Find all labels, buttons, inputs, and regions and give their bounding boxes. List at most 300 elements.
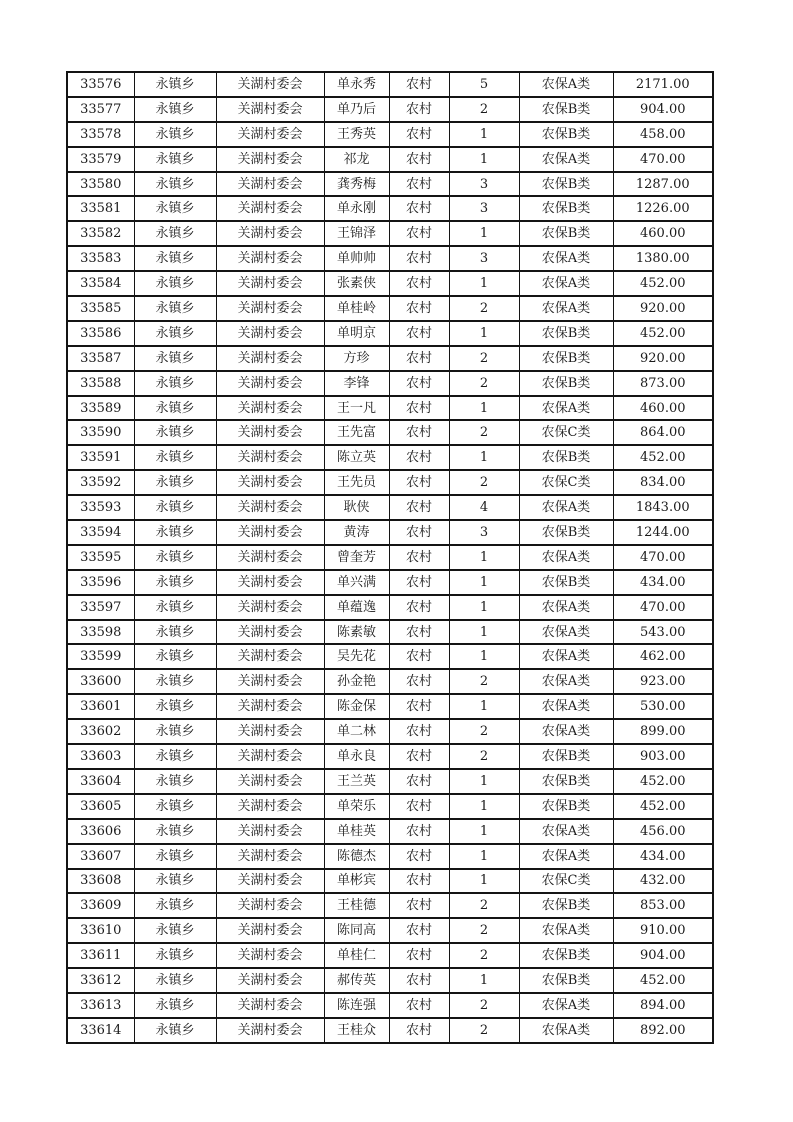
- cell-person-name: 方珍: [324, 346, 389, 371]
- cell-residence-type: 农村: [389, 918, 449, 943]
- cell-residence-type: 农村: [389, 545, 449, 570]
- cell-village-committee: 关湖村委会: [216, 97, 324, 122]
- cell-residence-type: 农村: [389, 196, 449, 221]
- cell-amount: 543.00: [613, 620, 713, 645]
- cell-amount: 470.00: [613, 595, 713, 620]
- cell-person-name: 陈素敏: [324, 620, 389, 645]
- cell-person-count: 2: [449, 918, 519, 943]
- cell-village-committee: 关湖村委会: [216, 296, 324, 321]
- table-row: [67, 993, 713, 1018]
- cell-insurance-category: 农保A类: [519, 545, 613, 570]
- cell-insurance-category: 农保B类: [519, 97, 613, 122]
- cell-insurance-category: 农保A类: [519, 495, 613, 520]
- cell-person-name: 陈同高: [324, 918, 389, 943]
- cell-record-id: 33583: [67, 246, 134, 271]
- cell-insurance-category: 农保A类: [519, 246, 613, 271]
- cell-insurance-category: 农保B类: [519, 122, 613, 147]
- table-row: [67, 420, 713, 445]
- cell-village-committee: 关湖村委会: [216, 794, 324, 819]
- cell-record-id: 33586: [67, 321, 134, 346]
- table-row: [67, 570, 713, 595]
- cell-amount: 2171.00: [613, 72, 713, 97]
- cell-residence-type: 农村: [389, 794, 449, 819]
- cell-amount: 460.00: [613, 396, 713, 421]
- cell-record-id: 33607: [67, 844, 134, 869]
- cell-insurance-category: 农保B类: [519, 794, 613, 819]
- cell-village-committee: 关湖村委会: [216, 271, 324, 296]
- cell-person-count: 1: [449, 819, 519, 844]
- cell-village-committee: 关湖村委会: [216, 445, 324, 470]
- cell-residence-type: 农村: [389, 445, 449, 470]
- cell-person-count: 1: [449, 221, 519, 246]
- cell-township: 永镇乡: [134, 72, 216, 97]
- cell-village-committee: 关湖村委会: [216, 346, 324, 371]
- table-row: [67, 470, 713, 495]
- cell-amount: 470.00: [613, 545, 713, 570]
- cell-residence-type: 农村: [389, 122, 449, 147]
- cell-person-count: 1: [449, 869, 519, 894]
- cell-person-name: 王一凡: [324, 396, 389, 421]
- cell-person-name: 单永良: [324, 744, 389, 769]
- cell-residence-type: 农村: [389, 246, 449, 271]
- cell-amount: 899.00: [613, 719, 713, 744]
- cell-person-count: 1: [449, 321, 519, 346]
- cell-residence-type: 农村: [389, 495, 449, 520]
- cell-village-committee: 关湖村委会: [216, 769, 324, 794]
- cell-township: 永镇乡: [134, 819, 216, 844]
- cell-amount: 452.00: [613, 968, 713, 993]
- cell-township: 永镇乡: [134, 893, 216, 918]
- cell-insurance-category: 农保A类: [519, 296, 613, 321]
- cell-record-id: 33593: [67, 495, 134, 520]
- cell-amount: 873.00: [613, 371, 713, 396]
- cell-person-count: 5: [449, 72, 519, 97]
- cell-insurance-category: 农保B类: [519, 570, 613, 595]
- cell-township: 永镇乡: [134, 869, 216, 894]
- cell-person-name: 曾奎芳: [324, 545, 389, 570]
- cell-township: 永镇乡: [134, 570, 216, 595]
- cell-person-count: 2: [449, 744, 519, 769]
- cell-amount: 903.00: [613, 744, 713, 769]
- cell-township: 永镇乡: [134, 794, 216, 819]
- cell-insurance-category: 农保A类: [519, 644, 613, 669]
- cell-village-committee: 关湖村委会: [216, 470, 324, 495]
- cell-insurance-category: 农保A类: [519, 918, 613, 943]
- cell-residence-type: 农村: [389, 520, 449, 545]
- cell-person-name: 孙金艳: [324, 669, 389, 694]
- cell-amount: 1287.00: [613, 172, 713, 197]
- cell-residence-type: 农村: [389, 321, 449, 346]
- cell-person-count: 2: [449, 296, 519, 321]
- cell-amount: 923.00: [613, 669, 713, 694]
- cell-person-count: 3: [449, 172, 519, 197]
- cell-person-count: 3: [449, 196, 519, 221]
- cell-township: 永镇乡: [134, 968, 216, 993]
- cell-person-name: 龚秀梅: [324, 172, 389, 197]
- table-row: [67, 495, 713, 520]
- cell-amount: 434.00: [613, 844, 713, 869]
- cell-village-committee: 关湖村委会: [216, 246, 324, 271]
- cell-person-count: 1: [449, 595, 519, 620]
- cell-village-committee: 关湖村委会: [216, 122, 324, 147]
- cell-person-count: 2: [449, 346, 519, 371]
- cell-person-count: 2: [449, 97, 519, 122]
- cell-village-committee: 关湖村委会: [216, 520, 324, 545]
- cell-insurance-category: 农保C类: [519, 470, 613, 495]
- table-row: [67, 719, 713, 744]
- cell-amount: 1380.00: [613, 246, 713, 271]
- cell-record-id: 33591: [67, 445, 134, 470]
- cell-amount: 452.00: [613, 794, 713, 819]
- cell-insurance-category: 农保A类: [519, 694, 613, 719]
- cell-residence-type: 农村: [389, 371, 449, 396]
- cell-residence-type: 农村: [389, 993, 449, 1018]
- cell-amount: 910.00: [613, 918, 713, 943]
- table-row: [67, 72, 713, 97]
- cell-village-committee: 关湖村委会: [216, 147, 324, 172]
- cell-insurance-category: 农保A类: [519, 993, 613, 1018]
- cell-record-id: 33579: [67, 147, 134, 172]
- table-row: [67, 644, 713, 669]
- cell-amount: 834.00: [613, 470, 713, 495]
- cell-record-id: 33601: [67, 694, 134, 719]
- table-row: [67, 147, 713, 172]
- cell-record-id: 33585: [67, 296, 134, 321]
- cell-person-name: 吴先花: [324, 644, 389, 669]
- cell-amount: 1226.00: [613, 196, 713, 221]
- cell-amount: 434.00: [613, 570, 713, 595]
- cell-person-name: 单帅帅: [324, 246, 389, 271]
- cell-village-committee: 关湖村委会: [216, 620, 324, 645]
- cell-amount: 452.00: [613, 445, 713, 470]
- cell-insurance-category: 农保A类: [519, 271, 613, 296]
- cell-insurance-category: 农保A类: [519, 396, 613, 421]
- cell-record-id: 33582: [67, 221, 134, 246]
- cell-village-committee: 关湖村委会: [216, 1018, 324, 1043]
- cell-person-name: 郝传英: [324, 968, 389, 993]
- cell-insurance-category: 农保A类: [519, 147, 613, 172]
- cell-record-id: 33589: [67, 396, 134, 421]
- cell-residence-type: 农村: [389, 221, 449, 246]
- cell-insurance-category: 农保A类: [519, 72, 613, 97]
- cell-person-name: 单彬宾: [324, 869, 389, 894]
- cell-amount: 1244.00: [613, 520, 713, 545]
- cell-person-count: 2: [449, 420, 519, 445]
- cell-residence-type: 农村: [389, 819, 449, 844]
- cell-amount: 904.00: [613, 97, 713, 122]
- cell-amount: 904.00: [613, 943, 713, 968]
- table-row: [67, 396, 713, 421]
- cell-village-committee: 关湖村委会: [216, 893, 324, 918]
- cell-village-committee: 关湖村委会: [216, 371, 324, 396]
- cell-person-name: 单明京: [324, 321, 389, 346]
- cell-township: 永镇乡: [134, 744, 216, 769]
- cell-person-count: 1: [449, 844, 519, 869]
- cell-record-id: 33606: [67, 819, 134, 844]
- cell-township: 永镇乡: [134, 246, 216, 271]
- cell-person-name: 王兰英: [324, 769, 389, 794]
- cell-residence-type: 农村: [389, 694, 449, 719]
- cell-residence-type: 农村: [389, 719, 449, 744]
- table-row: [67, 196, 713, 221]
- table-row: [67, 545, 713, 570]
- table-row: [67, 97, 713, 122]
- cell-record-id: 33590: [67, 420, 134, 445]
- cell-person-count: 2: [449, 371, 519, 396]
- table-row: [67, 744, 713, 769]
- cell-record-id: 33584: [67, 271, 134, 296]
- cell-township: 永镇乡: [134, 495, 216, 520]
- cell-person-count: 1: [449, 147, 519, 172]
- cell-person-name: 单蕴逸: [324, 595, 389, 620]
- cell-person-name: 单兴满: [324, 570, 389, 595]
- table-row: [67, 819, 713, 844]
- cell-person-name: 王桂德: [324, 893, 389, 918]
- cell-record-id: 33578: [67, 122, 134, 147]
- cell-insurance-category: 农保A类: [519, 844, 613, 869]
- table-row: [67, 122, 713, 147]
- cell-residence-type: 农村: [389, 72, 449, 97]
- cell-person-name: 单荣乐: [324, 794, 389, 819]
- cell-village-committee: 关湖村委会: [216, 869, 324, 894]
- cell-residence-type: 农村: [389, 943, 449, 968]
- cell-township: 永镇乡: [134, 993, 216, 1018]
- cell-person-count: 1: [449, 570, 519, 595]
- cell-amount: 452.00: [613, 769, 713, 794]
- cell-insurance-category: 农保A类: [519, 669, 613, 694]
- cell-township: 永镇乡: [134, 172, 216, 197]
- cell-village-committee: 关湖村委会: [216, 644, 324, 669]
- cell-person-name: 王先员: [324, 470, 389, 495]
- records-table-body: [67, 72, 713, 1043]
- table-row: [67, 296, 713, 321]
- cell-amount: 432.00: [613, 869, 713, 894]
- cell-person-name: 陈立英: [324, 445, 389, 470]
- cell-township: 永镇乡: [134, 321, 216, 346]
- table-row: [67, 694, 713, 719]
- cell-township: 永镇乡: [134, 420, 216, 445]
- cell-person-count: 1: [449, 545, 519, 570]
- cell-person-count: 1: [449, 396, 519, 421]
- cell-insurance-category: 农保A类: [519, 595, 613, 620]
- cell-record-id: 33605: [67, 794, 134, 819]
- cell-insurance-category: 农保B类: [519, 968, 613, 993]
- cell-person-name: 陈德杰: [324, 844, 389, 869]
- cell-township: 永镇乡: [134, 769, 216, 794]
- cell-amount: 853.00: [613, 893, 713, 918]
- cell-insurance-category: 农保B类: [519, 371, 613, 396]
- cell-record-id: 33603: [67, 744, 134, 769]
- table-row: [67, 221, 713, 246]
- cell-person-count: 1: [449, 694, 519, 719]
- cell-record-id: 33599: [67, 644, 134, 669]
- cell-person-count: 2: [449, 719, 519, 744]
- cell-residence-type: 农村: [389, 644, 449, 669]
- cell-record-id: 33592: [67, 470, 134, 495]
- cell-township: 永镇乡: [134, 445, 216, 470]
- cell-record-id: 33602: [67, 719, 134, 744]
- cell-insurance-category: 农保A类: [519, 819, 613, 844]
- cell-insurance-category: 农保B类: [519, 221, 613, 246]
- cell-amount: 452.00: [613, 321, 713, 346]
- cell-village-committee: 关湖村委会: [216, 968, 324, 993]
- cell-amount: 456.00: [613, 819, 713, 844]
- cell-amount: 920.00: [613, 346, 713, 371]
- cell-insurance-category: 农保B类: [519, 893, 613, 918]
- cell-insurance-category: 农保C类: [519, 869, 613, 894]
- cell-residence-type: 农村: [389, 97, 449, 122]
- cell-residence-type: 农村: [389, 669, 449, 694]
- cell-person-count: 1: [449, 769, 519, 794]
- cell-township: 永镇乡: [134, 595, 216, 620]
- cell-residence-type: 农村: [389, 968, 449, 993]
- cell-residence-type: 农村: [389, 570, 449, 595]
- cell-record-id: 33609: [67, 893, 134, 918]
- cell-village-committee: 关湖村委会: [216, 196, 324, 221]
- cell-record-id: 33610: [67, 918, 134, 943]
- cell-insurance-category: 农保B类: [519, 520, 613, 545]
- cell-person-count: 3: [449, 246, 519, 271]
- cell-village-committee: 关湖村委会: [216, 844, 324, 869]
- table-row: [67, 246, 713, 271]
- cell-township: 永镇乡: [134, 943, 216, 968]
- cell-village-committee: 关湖村委会: [216, 669, 324, 694]
- cell-insurance-category: 农保A类: [519, 719, 613, 744]
- cell-record-id: 33604: [67, 769, 134, 794]
- cell-person-count: 1: [449, 794, 519, 819]
- cell-township: 永镇乡: [134, 97, 216, 122]
- cell-person-name: 王秀英: [324, 122, 389, 147]
- cell-record-id: 33612: [67, 968, 134, 993]
- table-row: [67, 794, 713, 819]
- cell-township: 永镇乡: [134, 520, 216, 545]
- cell-residence-type: 农村: [389, 470, 449, 495]
- cell-township: 永镇乡: [134, 371, 216, 396]
- cell-village-committee: 关湖村委会: [216, 221, 324, 246]
- cell-record-id: 33595: [67, 545, 134, 570]
- cell-township: 永镇乡: [134, 346, 216, 371]
- cell-village-committee: 关湖村委会: [216, 819, 324, 844]
- cell-residence-type: 农村: [389, 296, 449, 321]
- cell-person-name: 单桂岭: [324, 296, 389, 321]
- cell-person-name: 陈金保: [324, 694, 389, 719]
- cell-insurance-category: 农保B类: [519, 744, 613, 769]
- cell-record-id: 33596: [67, 570, 134, 595]
- cell-township: 永镇乡: [134, 296, 216, 321]
- table-row: [67, 968, 713, 993]
- cell-township: 永镇乡: [134, 470, 216, 495]
- cell-amount: 1843.00: [613, 495, 713, 520]
- table-row: [67, 669, 713, 694]
- table-row: [67, 893, 713, 918]
- table-row: [67, 918, 713, 943]
- table-row: [67, 371, 713, 396]
- cell-record-id: 33598: [67, 620, 134, 645]
- cell-village-committee: 关湖村委会: [216, 396, 324, 421]
- cell-township: 永镇乡: [134, 396, 216, 421]
- cell-person-name: 单二林: [324, 719, 389, 744]
- cell-residence-type: 农村: [389, 893, 449, 918]
- cell-amount: 894.00: [613, 993, 713, 1018]
- cell-residence-type: 农村: [389, 769, 449, 794]
- cell-record-id: 33576: [67, 72, 134, 97]
- cell-person-count: 2: [449, 993, 519, 1018]
- cell-residence-type: 农村: [389, 271, 449, 296]
- cell-residence-type: 农村: [389, 346, 449, 371]
- cell-record-id: 33600: [67, 669, 134, 694]
- cell-person-count: 1: [449, 122, 519, 147]
- table-row: [67, 520, 713, 545]
- cell-amount: 530.00: [613, 694, 713, 719]
- table-row: [67, 1018, 713, 1043]
- cell-residence-type: 农村: [389, 620, 449, 645]
- cell-residence-type: 农村: [389, 869, 449, 894]
- cell-village-committee: 关湖村委会: [216, 495, 324, 520]
- cell-township: 永镇乡: [134, 694, 216, 719]
- cell-village-committee: 关湖村委会: [216, 719, 324, 744]
- cell-amount: 864.00: [613, 420, 713, 445]
- cell-insurance-category: 农保B类: [519, 172, 613, 197]
- table-row: [67, 321, 713, 346]
- cell-insurance-category: 农保A类: [519, 620, 613, 645]
- cell-person-name: 耿侠: [324, 495, 389, 520]
- table-row: [67, 844, 713, 869]
- cell-village-committee: 关湖村委会: [216, 744, 324, 769]
- cell-record-id: 33587: [67, 346, 134, 371]
- cell-amount: 470.00: [613, 147, 713, 172]
- cell-township: 永镇乡: [134, 644, 216, 669]
- cell-township: 永镇乡: [134, 1018, 216, 1043]
- cell-person-count: 2: [449, 669, 519, 694]
- cell-person-count: 4: [449, 495, 519, 520]
- cell-township: 永镇乡: [134, 620, 216, 645]
- cell-insurance-category: 农保A类: [519, 1018, 613, 1043]
- cell-residence-type: 农村: [389, 396, 449, 421]
- cell-insurance-category: 农保B类: [519, 445, 613, 470]
- cell-person-count: 1: [449, 620, 519, 645]
- cell-insurance-category: 农保B类: [519, 943, 613, 968]
- table-row: [67, 769, 713, 794]
- cell-residence-type: 农村: [389, 420, 449, 445]
- cell-record-id: 33614: [67, 1018, 134, 1043]
- cell-township: 永镇乡: [134, 122, 216, 147]
- cell-residence-type: 农村: [389, 744, 449, 769]
- cell-township: 永镇乡: [134, 844, 216, 869]
- cell-insurance-category: 农保B类: [519, 769, 613, 794]
- table-row: [67, 271, 713, 296]
- cell-person-name: 王锦泽: [324, 221, 389, 246]
- cell-record-id: 33580: [67, 172, 134, 197]
- cell-person-name: 单桂英: [324, 819, 389, 844]
- cell-insurance-category: 农保B类: [519, 346, 613, 371]
- cell-township: 永镇乡: [134, 719, 216, 744]
- cell-insurance-category: 农保B类: [519, 321, 613, 346]
- cell-record-id: 33581: [67, 196, 134, 221]
- cell-township: 永镇乡: [134, 545, 216, 570]
- cell-village-committee: 关湖村委会: [216, 993, 324, 1018]
- table-row: [67, 869, 713, 894]
- cell-person-name: 祁龙: [324, 147, 389, 172]
- cell-record-id: 33588: [67, 371, 134, 396]
- cell-person-count: 2: [449, 943, 519, 968]
- cell-amount: 920.00: [613, 296, 713, 321]
- cell-person-name: 单乃后: [324, 97, 389, 122]
- cell-person-count: 2: [449, 893, 519, 918]
- cell-residence-type: 农村: [389, 172, 449, 197]
- table-row: [67, 620, 713, 645]
- cell-person-name: 单永刚: [324, 196, 389, 221]
- cell-insurance-category: 农保C类: [519, 420, 613, 445]
